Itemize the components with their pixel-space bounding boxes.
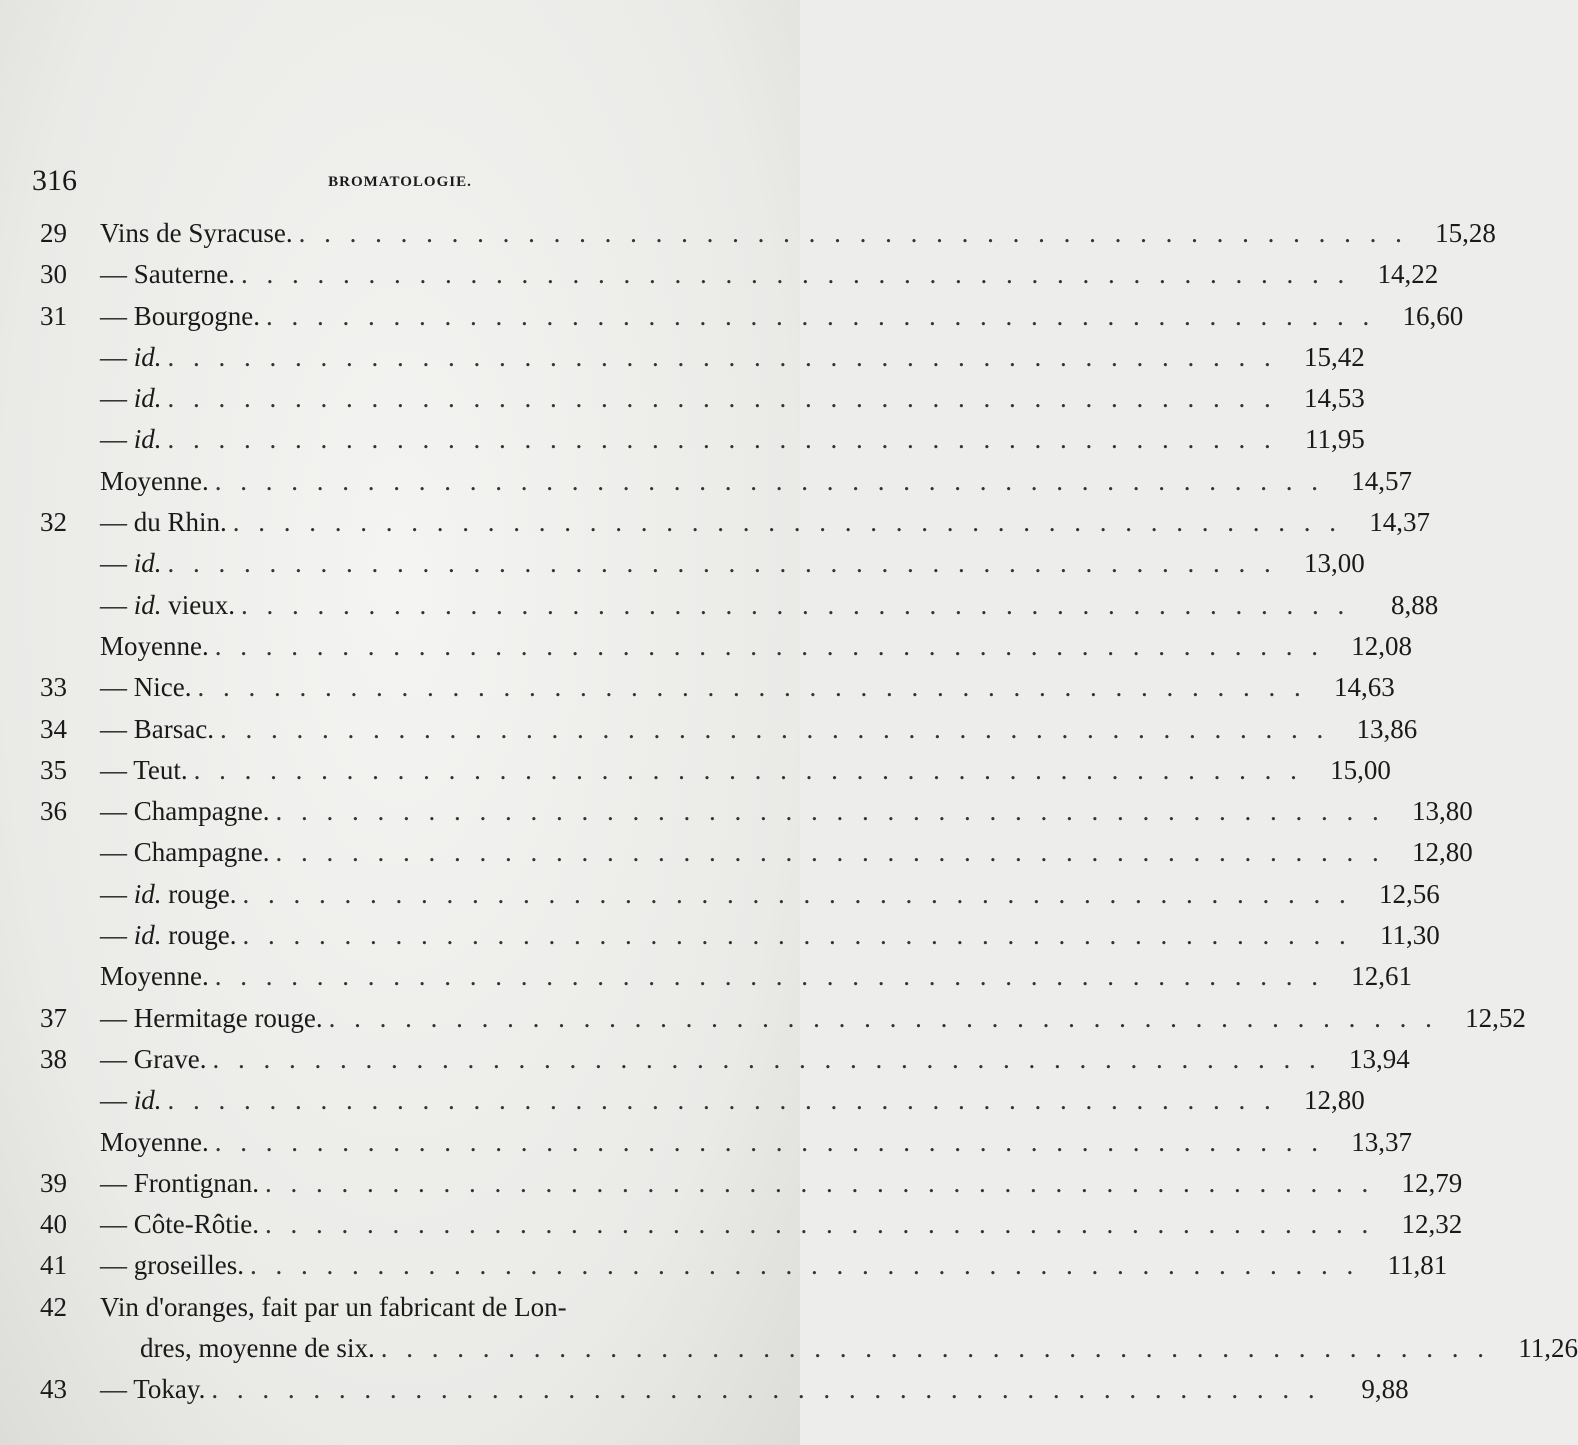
table-row [40,1080,1365,1121]
entry-label-italic: id. [133,1085,162,1116]
leader-dots: . . . . . . . . . . . . . . . . . . . . . . . . . . . . . . . . . . . . . . . . . . . . [193,754,1303,785]
leader-dots: . . . . . . . . . . . . . . . . . . . . . . . . . . . . . . . . . . . . . . . . . . . . [167,1085,1277,1116]
entry-label [100,213,293,254]
entry-label-text: — [100,920,134,951]
entry-number: 39 [40,1167,67,1198]
table-row [40,998,1526,1039]
table-row [40,419,1365,460]
leader-dots: . . . . . . . . . . . . . . . . . . . . . . . . . . . . . . . . . . . . . . . . . . . . [265,1167,1375,1198]
entry-line [100,378,1365,419]
entry-value: 13,80 [1411,796,1473,827]
table-row [40,1287,1578,1369]
page-header [30,164,770,204]
entry-label-text: — [100,424,134,455]
entry-label-italic: id. [133,920,162,951]
leader-dots: . . . . . . . . . . . . . . . . . . . . . . . . . . . . . . . . . . . . . . . . . . . . [167,383,1277,414]
table-row [40,254,1439,295]
entry-label-italic: id. [133,341,162,372]
entry-label [100,709,214,750]
entry-label [100,750,188,791]
entry-label [100,585,235,626]
leader-dots: . . . . . . . . . . . . . . . . . . . . . . . . . . . . . . . . . . . . . . . . . . . . [275,837,1385,868]
entry-label-text: — Barsac. [100,713,214,744]
entry-value: 12,08 [1351,630,1412,661]
leader-dots: . . . . . . . . . . . . . . . . . . . . . . . . . . . . . . . . . . . . . . . . . . . . [328,1002,1438,1033]
table-row [40,956,1412,997]
leader-dots: . . . . . . . . . . . . . . . . . . . . . . . . . . . . . . . . . . . . . . . . . . . . [249,1250,1360,1281]
table-row [40,1122,1412,1163]
entry-value: 15,28 [1435,218,1496,248]
table-row [40,1163,1463,1204]
entry-line [100,1080,1365,1121]
entry-value: 13,37 [1351,1126,1412,1157]
entry-value: 11,95 [1305,424,1365,455]
entry-value: 12,79 [1401,1167,1463,1198]
entry-line [100,1122,1412,1163]
entry-label-text: Moyenne. [100,630,209,661]
entry-label [100,1039,206,1080]
entry-value: 9,88 [1361,1373,1409,1404]
leader-dots: . . . . . . . . . . . . . . . . . . . . . . . . . . . . . . . . . . . . . . . . . . . . [197,672,1307,703]
entry-value: 14,22 [1377,259,1439,290]
entry-label: dres, moyenne de six. [140,1332,375,1363]
table-row [40,626,1412,667]
entry-label-italic: id. [133,424,162,455]
entry-label [100,956,209,997]
leader-dots: . . . . . . . . . . . . . . . . . . . . . . . . . . . . . . . . . . . . . . . . . . . . [214,1126,1324,1157]
entry-line [140,1328,1578,1369]
entry-label [100,1163,259,1204]
entry-label [100,378,162,419]
entry-label-text: — Bourgogne. [100,300,260,331]
table-row [40,750,1391,791]
leader-dots: . . . . . . . . . . . . . . . . . . . . . . . . . . . . . . . . . . . . . . . . . . . . [242,920,1352,951]
leader-dots: . . . . . . . . . . . . . . . . . . . . . . . . . . . . . . . . . . . . . . . . . . . . [212,1043,1322,1074]
entry-label-italic: id. [133,548,162,579]
entry-value: 12,80 [1304,1085,1365,1116]
entry-label: Vin d'oranges, fait par un fabricant de Lon- [100,1291,567,1322]
entry-line [100,915,1440,956]
entry-label-text: — [100,383,134,414]
running-title: BROMATOLOGIE. [328,174,472,190]
entry-label-text: — Champagne. [100,837,270,868]
leader-dots: . . . . . . . . . . . . . . . . . . . . . . . . . . . . . . . . . . . . . . . . . . . . [214,465,1324,496]
entry-label [100,461,209,502]
entry-label [100,1080,162,1121]
entry-number: 43 [40,1373,67,1404]
leader-dots: . . . . . . . . . . . . . . . . . . . . . . . . . . . . . . . . . . . . . . . . . . . . [266,300,1376,331]
leader-dots: . . . . . . . . . . . . . . . . . . . . . . . . . . . . . . . . . . . . . . . . . . . . [167,341,1277,372]
leader-dots: . . . . . . . . . . . . . . . . . . . . . . . . . . . . . . . . . . . . . . . . . . . . [232,507,1343,538]
entry-label [100,915,237,956]
entry-line [100,1204,1463,1245]
entry-value: 14,57 [1351,465,1412,496]
entry-line [100,1369,1409,1410]
entry-value: 11,81 [1387,1250,1448,1281]
entry-label [100,1204,259,1245]
entry-value: 13,00 [1304,548,1365,579]
entry-value: 14,37 [1369,507,1431,538]
entry-number: 32 [40,507,67,538]
table-row [40,791,1473,832]
table-row [40,874,1440,915]
entry-line [100,1163,1463,1204]
entry-line [100,709,1418,750]
entry-value: 12,80 [1411,837,1473,868]
table-row [40,378,1365,419]
leader-dots: . . . . . . . . . . . . . . . . . . . . . . . . . . . . . . . . . . . . . . . . . . . . [242,878,1352,909]
entry-value: 13,86 [1356,713,1418,744]
entry-number: 38 [40,1043,67,1074]
entry-label [100,337,162,378]
table-row [40,1369,1409,1410]
table-row [40,1039,1410,1080]
entry-number: 42 [40,1291,67,1322]
entry-label [100,874,237,915]
entry-value: 12,32 [1401,1209,1463,1240]
entry-value: 15,42 [1304,341,1365,372]
entry-label-text: Moyenne. [100,1126,209,1157]
entry-value: 12,61 [1351,961,1412,992]
entry-label-text: — Grave. [100,1043,207,1074]
entry-label-text: Vins de Syracuse. [100,218,293,248]
entry-line [100,461,1412,502]
entry-label-suffix: rouge. [161,878,237,909]
entry-label [100,832,269,873]
entry-label-italic: id. [133,383,162,414]
table-row [40,1204,1463,1245]
entry-label-text: — Hermitage rouge. [100,1002,323,1033]
leader-dots: . . . . . . . . . . . . . . . . . . . . . . . . . . . . . . . . . . . . . . . . . . . . [219,713,1330,744]
table-row [40,709,1418,750]
entry-line [100,419,1365,460]
table-row [40,1245,1448,1286]
leader-dots: . . . . . . . . . . . . . . . . . . . . . . . . . . . . . . . . . . . . . . . . . . . . [275,796,1385,827]
entry-line [100,667,1395,708]
leader-dots: . . . . . . . . . . . . . . . . . . . . . . . . . . . . . . . . . . . . . . . . . . . . [211,1373,1321,1404]
table-row [40,213,1496,254]
wine-table [40,213,1578,1410]
entry-label [100,998,323,1039]
entry-label-text: — Frontignan. [100,1167,259,1198]
entry-number: 34 [40,713,67,744]
entry-line [100,791,1473,832]
entry-line [100,1245,1448,1286]
leader-dots: . . . . . . . . . . . . . . . . . . . . . . . . . . . . . . . . . . . . . . . . . . . . [167,548,1277,579]
entry-label [100,419,162,460]
entry-line [100,296,1464,337]
table-row [40,832,1473,873]
entry-number: 31 [40,300,67,331]
entry-value: 12,52 [1465,1002,1526,1033]
entry-label-text: — Côte-Rôtie. [100,1209,259,1240]
entry-label [100,254,235,295]
leader-dots: . . . . . . . . . . . . . . . . . . . . . . . . . . . . . . . . . . . . . . . . . . . . [167,424,1277,455]
entry-label [100,1122,209,1163]
entry-label-italic: id. [133,878,162,909]
entry-line [100,832,1473,873]
entry-line [100,626,1412,667]
entry-label [100,543,162,584]
entry-label-text: — [100,589,134,620]
entry-label [100,1245,244,1286]
entry-value: 11,26 [1518,1332,1578,1363]
table-row [40,667,1395,708]
entry-line [100,337,1365,378]
entry-value: 14,53 [1304,383,1365,414]
entry-label-text: — Teut. [100,754,188,785]
entry-label-text: — [100,548,134,579]
entry-number: 33 [40,672,67,703]
entry-number: 36 [40,796,67,827]
table-row [40,296,1464,337]
entry-value: 14,63 [1333,672,1395,703]
entry-number: 35 [40,754,67,785]
entry-number: 41 [40,1250,67,1281]
leader-dots: . . . . . . . . . . . . . . . . . . . . . . . . . . . . . . . . . . . . . . . . . . . . [214,630,1324,661]
entry-label-italic: id. [133,589,162,620]
leader-dots: . . . . . . . . . . . . . . . . . . . . . . . . . . . . . . . . . . . . . . . . . . . . [241,589,1351,620]
entry-number: 30 [40,259,67,290]
entry-label [100,502,227,543]
entry-number: 29 [40,218,67,248]
entry-line [100,543,1365,584]
entry-label-text: Moyenne. [100,961,209,992]
table-row [40,915,1440,956]
entry-label-text: — [100,1085,134,1116]
page-number: 316 [32,164,77,197]
entry-line [100,874,1440,915]
table-row [40,543,1365,584]
entry-label-text: — [100,878,134,909]
entry-value: 8,88 [1391,589,1439,620]
entry-line [100,254,1439,295]
entry-number: 40 [40,1209,67,1240]
table-row [40,461,1412,502]
table-row [40,585,1439,626]
entry-label-suffix: vieux. [161,589,236,620]
entry-value: 12,56 [1379,878,1440,909]
entry-label [100,667,191,708]
table-row [40,502,1431,543]
leader-dots: . . . . . . . . . . . . . . . . . . . . . . . . . . . . . . . . . . . . . . . . . . . . [264,1209,1375,1240]
leader-dots: . . . . . . . . . . . . . . . . . . . . . . . . . . . . . . . . . . . . . . . . . . . . [214,961,1324,992]
entry-label-text: — [100,341,134,372]
entry-label-text: — du Rhin. [100,507,227,538]
entry-label-text: — Nice. [100,672,192,703]
entry-line [100,1039,1410,1080]
entry-label-text: — Sauterne. [100,259,235,290]
entry-label [100,626,209,667]
entry-value: 15,00 [1330,754,1391,785]
entry-label-text: — groseilles. [100,1250,244,1281]
table-row [40,337,1365,378]
leader-dots: . . . . . . . . . . . . . . . . . . . . . . . . . . . . . . . . . . . . . . . . . . . . [240,259,1351,290]
leader-dots: . . . . . . . . . . . . . . . . . . . . . . . . . . . . . . . . . . . . . . . . . . . . [298,218,1408,248]
entry-line [100,1287,770,1328]
entry-label-suffix: rouge. [161,920,237,951]
entry-value: 16,60 [1402,300,1464,331]
entry-label-text: Moyenne. [100,465,209,496]
entry-value: 13,94 [1348,1043,1410,1074]
entry-line [100,213,1496,254]
entry-number: 37 [40,1002,67,1033]
entry-line [100,585,1439,626]
leader-dots: . . . . . . . . . . . . . . . . . . . . . . . . . . . . . . . . . . . . . . . . . . . . [380,1332,1490,1363]
entry-label-text: — Champagne. [100,796,270,827]
entry-line [100,998,1526,1039]
entry-label: — Tokay. [100,1373,206,1404]
entry-line [100,750,1391,791]
entry-label [100,296,260,337]
entry-value: 11,30 [1380,920,1440,951]
entry-line [100,956,1412,997]
entry-line [100,502,1431,543]
entry-label [100,791,269,832]
